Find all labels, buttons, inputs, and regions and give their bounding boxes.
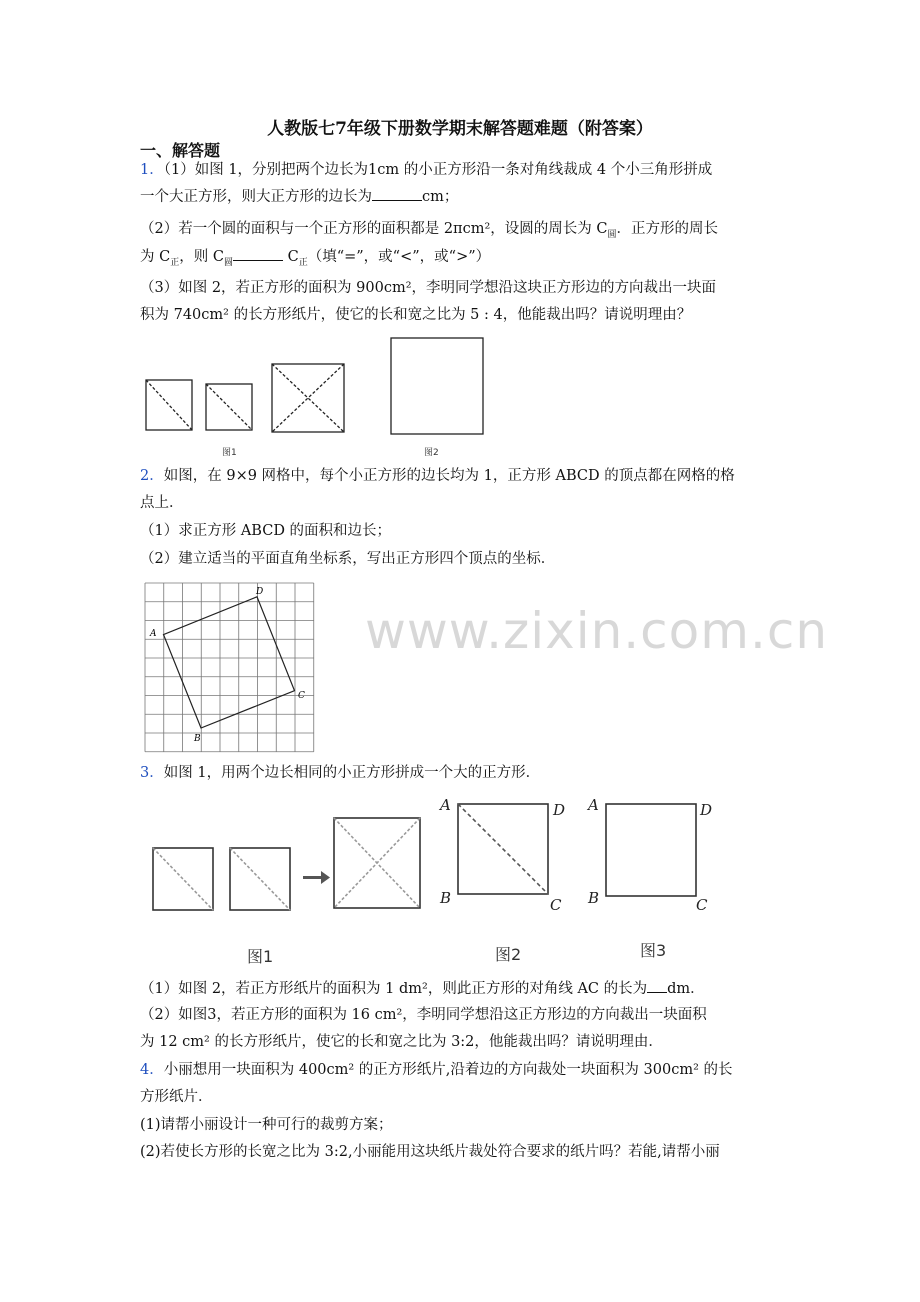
q3-fig3-square bbox=[606, 804, 696, 896]
q4-line-2: 方形纸片． bbox=[140, 1089, 213, 1105]
q2-line-3: （1）求正方形 ABCD 的面积和边长； bbox=[140, 523, 392, 539]
section-heading: 一、解答题 bbox=[140, 141, 221, 160]
q1-text-4c: C bbox=[282, 249, 299, 265]
q1-sub-square-2: 正 bbox=[298, 257, 308, 268]
q3-text-2b: dm． bbox=[667, 981, 705, 997]
q1-big-diagonal-1 bbox=[272, 364, 344, 432]
q4-number: 4． bbox=[140, 1062, 164, 1078]
q1-text-3b: ．正方形的周长 bbox=[616, 221, 718, 237]
q2-label-c: C bbox=[298, 691, 305, 701]
q3-fig1-caption: 图1 bbox=[247, 947, 274, 966]
q1-text-2b: cm； bbox=[422, 189, 459, 205]
q1-line-1 bbox=[140, 160, 712, 180]
q4-text-1: 小丽想用一块面积为 400cm² 的正方形纸片,沿着边的方向裁处一块面积为 300cm² 的长 bbox=[163, 1062, 733, 1078]
q1-figures bbox=[140, 330, 500, 460]
q1-big-diagonal-2 bbox=[272, 364, 344, 432]
q1-big-square bbox=[272, 364, 344, 432]
q1-diagonal-2 bbox=[206, 384, 252, 430]
q1-answer-blank-1[interactable] bbox=[372, 186, 422, 201]
q2-label-a: A bbox=[150, 629, 157, 639]
q3-text-1: 如图 1，用两个边长相同的小正方形拼成一个大的正方形． bbox=[163, 765, 541, 781]
q3-fig3-label-c: C bbox=[696, 896, 708, 914]
q1-fig2-square bbox=[391, 338, 483, 434]
q3-fig3-label-b: B bbox=[588, 889, 600, 907]
q1-sub-circle: 圆 bbox=[607, 229, 617, 240]
q1-text-4a: 为 C bbox=[140, 249, 171, 265]
q1-diagonal-1 bbox=[146, 380, 192, 430]
q3-fig3-label-a: A bbox=[588, 796, 599, 814]
watermark: www.zixin.com.cn bbox=[365, 602, 829, 660]
q1-text-1: （1）如图 1，分别把两个边长为1cm 的小正方形沿一条对角线裁成 4 个小三角形拼成 bbox=[163, 162, 713, 178]
q1-line-3 bbox=[140, 219, 718, 245]
q3-fig3-label-d: D bbox=[700, 801, 713, 819]
q3-fig3-caption: 图3 bbox=[640, 941, 667, 960]
q2-label-d: D bbox=[256, 587, 264, 597]
q2-text-1: 如图，在 9×9 网格中，每个小正方形的边长均为 1，正方形 ABCD 的顶点都在网格的格 bbox=[163, 468, 735, 484]
q3-line-4: 为 12 cm² 的长方形纸片，使它的长和宽之比为 3:2，他能裁出吗？请说明理由． bbox=[140, 1034, 663, 1050]
q2-line-1 bbox=[140, 466, 735, 486]
q3-text-2a: （1）如图 2，若正方形纸片的面积为 1 dm²，则此正方形的对角线 AC 的长为 bbox=[140, 981, 648, 997]
q1-text-4d: （填“=”，或“<”，或“>”） bbox=[307, 249, 491, 265]
q2-line-4: （2）建立适当的平面直角坐标系，写出正方形四个顶点的坐标． bbox=[140, 551, 556, 567]
q1-text-3a: （2）若一个圆的面积与一个正方形的面积都是 2πcm²，设圆的周长为 C bbox=[140, 221, 608, 237]
q3-fig2-caption: 图2 bbox=[495, 945, 522, 964]
q1-sub-square-1: 正 bbox=[170, 257, 180, 268]
q2-square-abcd bbox=[164, 597, 295, 728]
q2-label-b: B bbox=[194, 734, 201, 744]
q2-number: 2． bbox=[140, 468, 164, 484]
q3-fig2-label-d: D bbox=[553, 801, 566, 819]
arrow-icon bbox=[303, 871, 330, 884]
q3-answer-blank[interactable] bbox=[647, 978, 667, 993]
q4-line-3: (1)请帮小丽设计一种可行的裁剪方案； bbox=[140, 1117, 393, 1133]
q1-sub-circle-2: 圆 bbox=[223, 257, 233, 268]
q3-diagonal-2 bbox=[230, 848, 290, 910]
q3-line-3: （2）如图3，若正方形的面积为 16 cm²，李明同学想沿这正方形边的方向裁出一块面积 bbox=[140, 1007, 707, 1023]
q3-line-1 bbox=[140, 763, 540, 783]
q3-fig2-label-c: C bbox=[550, 896, 562, 914]
page-title: 人教版七7年级下册数学期末解答题难题（附答案） bbox=[267, 119, 653, 139]
q1-line-4 bbox=[140, 246, 490, 273]
q1-text-2a: 一个大正方形，则大正方形的边长为 bbox=[140, 189, 372, 205]
q1-fig2-caption: 图2 bbox=[424, 448, 439, 458]
q2-grid-figure bbox=[140, 578, 315, 753]
q3-line-2 bbox=[140, 978, 705, 999]
q1-line-2 bbox=[140, 186, 458, 207]
q3-number: 3． bbox=[140, 765, 164, 781]
q1-line-6: 积为 740cm² 的长方形纸片，使它的长和宽之比为 5 : 4，他能裁出吗？请说明理由？ bbox=[140, 307, 692, 323]
q4-line-1 bbox=[140, 1060, 733, 1080]
q3-fig2-label-b: B bbox=[440, 889, 452, 907]
q1-answer-blank-2[interactable] bbox=[233, 246, 283, 261]
q1-line-5: （3）如图 2，若正方形的面积为 900cm²，李明同学想沿这块正方形边的方向裁出一块面 bbox=[140, 280, 717, 296]
q2-line-2: 点上． bbox=[140, 495, 184, 511]
q3-fig2-label-a: A bbox=[440, 796, 451, 814]
q1-text-4b: ，则 C bbox=[179, 249, 224, 265]
q3-diagonal-1 bbox=[153, 848, 213, 910]
q3-fig2-diagonal bbox=[458, 804, 548, 894]
q1-number: 1． bbox=[140, 162, 164, 178]
q1-fig1-caption: 图1 bbox=[222, 448, 237, 458]
q4-line-4: (2)若使长方形的长宽之比为 3:2,小丽能用这块纸片裁处符合要求的纸片吗？若能,请帮小丽 bbox=[140, 1144, 720, 1160]
